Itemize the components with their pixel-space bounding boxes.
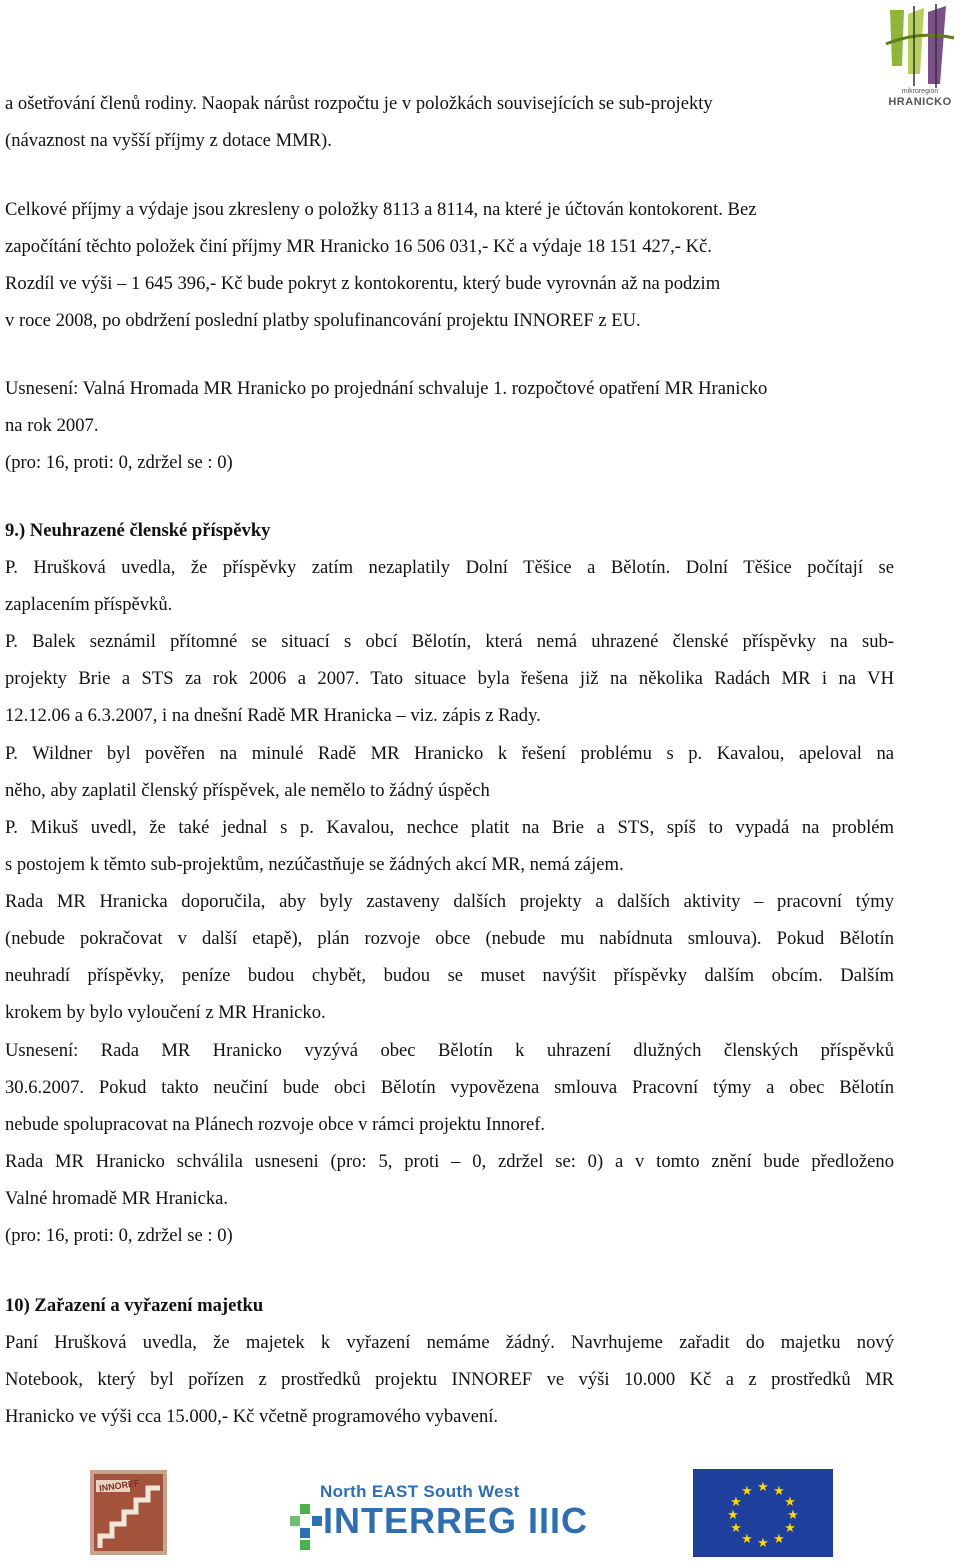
text-line: (nebude pokračovat v další etapě), plán rozvoje obce (nebude mu nabídnuta smlouva). Pokud Bělotín — [5, 928, 894, 949]
svg-text:★: ★ — [784, 1521, 796, 1536]
svg-text:★: ★ — [787, 1508, 799, 1523]
eu-flag-icon — [693, 1469, 833, 1557]
text-line: Rada MR Hranicka doporučila, aby byly zastaveny dalších projekty a dalších aktivity – pracovní týmy — [5, 891, 894, 912]
svg-text:★: ★ — [784, 1495, 796, 1510]
section-heading-9: 9.) Neuhrazené členské příspěvky — [5, 520, 271, 541]
text-line: Paní Hrušková uvedla, že majetek k vyřazení nemáme žádný. Navrhujeme zařadit do majetku nový — [5, 1332, 894, 1353]
eu-flag — [693, 1469, 833, 1557]
text-line: započítání těchto položek činí příjmy MR Hranicko 16 506 031,- Kč a výdaje 18 151 427,- Kč. — [5, 236, 712, 257]
section-heading-10: 10) Zařazení a vyřazení majetku — [5, 1295, 264, 1316]
svg-text:★: ★ — [757, 1480, 769, 1495]
resolution-line: Usnesení: Valná Hromada MR Hranicko po projednání schvaluje 1. rozpočtové opatření MR Hranicko — [5, 378, 768, 399]
vote-line: (pro: 16, proti: 0, zdržel se : 0) — [5, 452, 233, 473]
text-line: v roce 2008, po obdržení poslední platby spolufinancování projektu INNOREF z EU. — [5, 310, 641, 331]
text-line: (návaznost na vyšší příjmy z dotace MMR). — [5, 130, 332, 151]
text-line: s postojem k těmto sub-projektům, nezúčastňuje se žádných akcí MR, nemá zájem. — [5, 854, 624, 875]
logo-glyph-icon — [884, 4, 956, 88]
text-line: krokem by bylo vyloučení z MR Hranicko. — [5, 1002, 326, 1023]
text-line: P. Mikuš uvedl, že také jednal s p. Kavalou, nechce platit na Brie a STS, spíš to vypadá na problém — [5, 817, 894, 838]
innoref-logo — [90, 1470, 167, 1555]
text-line: Celkové příjmy a výdaje jsou zkresleny o položky 8113 a 8114, na které je účtován kontokorent. Bez — [5, 199, 757, 220]
text-line: 12.12.06 a 6.3.2007, i na dnešní Radě MR Hranicka – viz. zápis z Rady. — [5, 705, 541, 726]
svg-text:★: ★ — [741, 1532, 753, 1547]
innoref-logo-icon — [90, 1470, 167, 1555]
interreg-grid-icon — [290, 1500, 324, 1556]
logo-title: HRANICKO — [888, 96, 952, 108]
svg-text:★: ★ — [727, 1508, 739, 1523]
svg-text:★: ★ — [730, 1495, 742, 1510]
interreg-subtitle: North EAST South West — [320, 1482, 520, 1501]
text-line: Rozdíl ve výši – 1 645 396,- Kč bude pokryt z kontokorentu, který bude vyrovnán až na podzim — [5, 273, 721, 294]
svg-text:★: ★ — [757, 1536, 769, 1551]
text-line: nebude spolupracovat na Plánech rozvoje obce v rámci projektu Innoref. — [5, 1114, 546, 1135]
svg-text:★: ★ — [730, 1521, 742, 1536]
text-line: Notebook, který byl pořízen z prostředků projektu INNOREF ve výši 10.000 Kč a z prostředků MR — [5, 1369, 894, 1390]
interreg-logo — [290, 1480, 590, 1558]
interreg-title: INTERREG IIIC — [323, 1500, 589, 1541]
mikroregion-hranicko-logo — [884, 4, 956, 110]
text-line: projekty Brie a STS za rok 2006 a 2007. Tato situace byla řešena již na několika Radách MR i na VH — [5, 668, 894, 689]
text-line: Hranicko ve výši cca 15.000,- Kč včetně programového vybavení. — [5, 1406, 499, 1427]
text-line: neuhradí příspěvky, peníze budou chybět, budou se muset navýšit příspěvky dalším obcím. Dalším — [5, 965, 894, 986]
logo-subtitle: mikroregion — [901, 88, 939, 95]
text-line: zaplacením příspěvků. — [5, 594, 173, 615]
text-line: P. Wildner byl pověřen na minulé Radě MR Hranicko k řešení problému s p. Kavalou, apeloval na — [5, 743, 894, 764]
svg-text:★: ★ — [773, 1484, 785, 1499]
text-line: Valné hromadě MR Hranicka. — [5, 1188, 229, 1209]
text-line: P. Hrušková uvedla, že příspěvky zatím nezaplatily Dolní Těšice a Bělotín. Dolní Těšice počítají se — [5, 557, 894, 578]
vote-line: (pro: 16, proti: 0, zdržel se : 0) — [5, 1225, 233, 1246]
resolution-line: Usnesení: Rada MR Hranicko vyzývá obec Bělotín k uhrazení dlužných členských příspěvků — [5, 1040, 894, 1061]
text-line: a ošetřování členů rodiny. Naopak nárůst rozpočtu je v položkách souvisejících se sub-projekty — [5, 93, 713, 114]
svg-text:★: ★ — [773, 1532, 785, 1547]
svg-text:★: ★ — [741, 1484, 753, 1499]
text-line: P. Balek seznámil přítomné se situací s obcí Bělotín, která nemá uhrazené členské příspěvky na sub- — [5, 631, 894, 652]
text-line: něho, aby zaplatil členský příspěvek, ale nemělo to žádný úspěch — [5, 780, 490, 801]
text-line: Rada MR Hranicko schválila usneseni (pro: 5, proti – 0, zdržel se: 0) a v tomto znění bude předloženo — [5, 1151, 894, 1172]
text-line: na rok 2007. — [5, 415, 99, 436]
svg-text:INNOREF: INNOREF — [98, 1477, 141, 1494]
text-line: 30.6.2007. Pokud takto neučiní bude obci Bělotín vypovězena smlouva Pracovní týmy a obec Bělotín — [5, 1077, 894, 1098]
